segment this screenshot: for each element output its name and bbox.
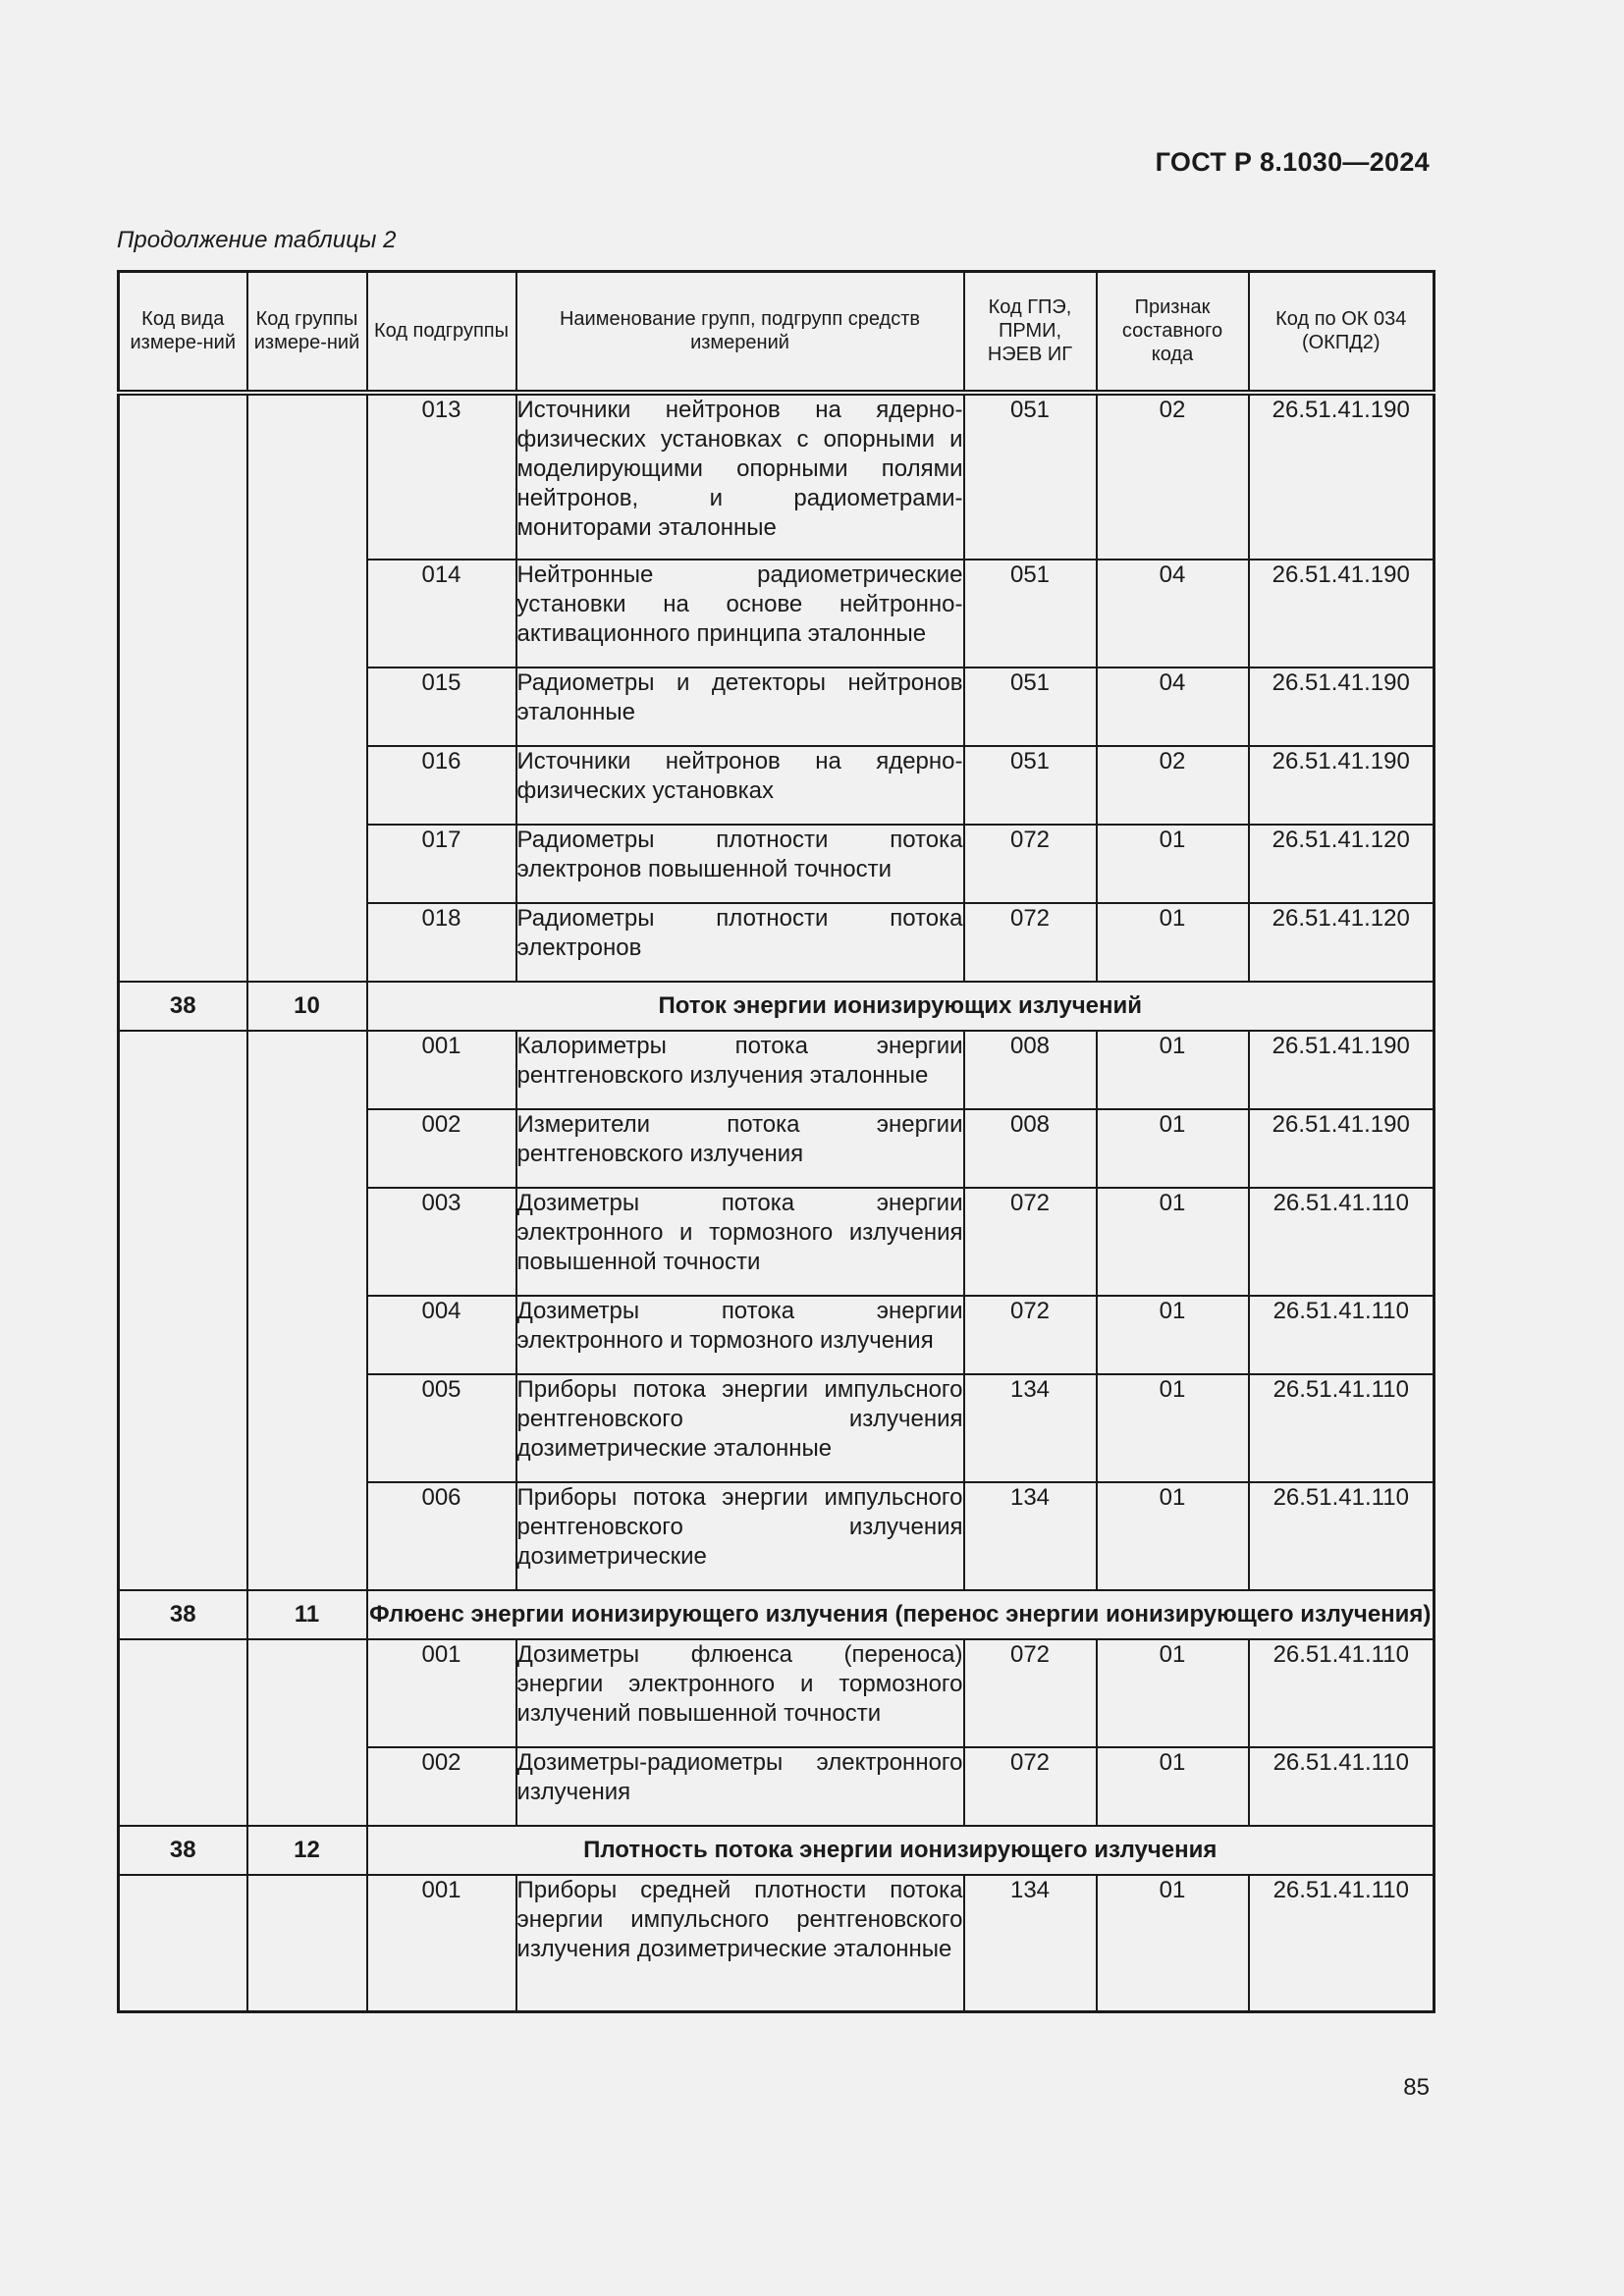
instrument-name: Дозиметры потока энергии электронного и тормозного излучения повышенной точности (516, 1188, 964, 1296)
okpd2-code: 26.51.41.190 (1249, 746, 1435, 825)
gpe-code: 051 (964, 393, 1097, 560)
table-row (119, 1031, 1435, 1109)
codes-table (117, 270, 1435, 2013)
subgroup-code: 013 (367, 393, 516, 560)
col-header-gpe: Код ГПЭ, ПРМИ, НЭЕВ ИГ (964, 272, 1097, 393)
group-cell-empty (247, 1031, 367, 1590)
composite-sign: 01 (1097, 1747, 1249, 1826)
instrument-name: Радиометры и детекторы нейтронов эталонные (516, 667, 964, 746)
col-header-kind: Код вида измере-ний (119, 272, 247, 393)
gpe-code: 008 (964, 1031, 1097, 1109)
composite-sign: 04 (1097, 560, 1249, 667)
composite-sign: 02 (1097, 746, 1249, 825)
document-id: ГОСТ Р 8.1030—2024 (1155, 147, 1430, 177)
okpd2-code: 26.51.41.190 (1249, 667, 1435, 746)
gpe-code: 051 (964, 560, 1097, 667)
group-header-row (119, 982, 1435, 1031)
gpe-code: 072 (964, 1188, 1097, 1296)
composite-sign: 01 (1097, 1482, 1249, 1590)
subgroup-code: 014 (367, 560, 516, 667)
group-kind-code: 38 (119, 1590, 247, 1639)
instrument-name: Радиометры плотности потока электронов повышенной точности (516, 825, 964, 903)
gpe-code: 072 (964, 903, 1097, 982)
subgroup-code: 018 (367, 903, 516, 982)
kind-cell-empty (119, 393, 247, 982)
gpe-code: 134 (964, 1482, 1097, 1590)
instrument-name: Дозиметры потока энергии электронного и тормозного излучения (516, 1296, 964, 1374)
subgroup-code: 002 (367, 1747, 516, 1826)
subgroup-code: 001 (367, 1639, 516, 1747)
instrument-name: Измерители потока энергии рентгеновского излучения (516, 1109, 964, 1188)
composite-sign: 01 (1097, 1188, 1249, 1296)
okpd2-code: 26.51.41.190 (1249, 1031, 1435, 1109)
instrument-name: Дозиметры-радиометры электронного излучения (516, 1747, 964, 1826)
instrument-name: Калориметры потока энергии рентгеновского излучения эталонные (516, 1031, 964, 1109)
kind-cell-empty (119, 1639, 247, 1826)
instrument-name: Дозиметры флюенса (переноса) энергии электронного и тормозного излучений повышенной точности (516, 1639, 964, 1747)
subgroup-code: 004 (367, 1296, 516, 1374)
composite-sign: 02 (1097, 393, 1249, 560)
col-header-subgroup: Код подгруппы (367, 272, 516, 393)
group-kind-code: 38 (119, 1826, 247, 1875)
subgroup-code: 001 (367, 1875, 516, 2012)
gpe-code: 134 (964, 1374, 1097, 1482)
subgroup-code: 015 (367, 667, 516, 746)
okpd2-code: 26.51.41.120 (1249, 825, 1435, 903)
gpe-code: 072 (964, 825, 1097, 903)
composite-sign: 01 (1097, 903, 1249, 982)
table-row (119, 393, 1435, 560)
group-cell-empty (247, 1639, 367, 1826)
table-row (119, 1639, 1435, 1747)
gpe-code: 134 (964, 1875, 1097, 2012)
col-header-okpd: Код по ОК 034 (ОКПД2) (1249, 272, 1435, 393)
instrument-name: Источники нейтронов на ядерно-физических установках с опорными и моделирующими опорными полями нейтронов, и радиометрами-мониторами эталонные (516, 393, 964, 560)
instrument-name: Приборы средней плотности потока энергии импульсного рентгеновского излучения дозиметрические эталонные (516, 1875, 964, 2012)
group-code: 11 (247, 1590, 367, 1639)
group-cell-empty (247, 1875, 367, 2012)
okpd2-code: 26.51.41.120 (1249, 903, 1435, 982)
group-title: Флюенс энергии ионизирующего излучения (перенос энергии ионизирующего излучения) (367, 1590, 1435, 1639)
page-number: 85 (1403, 2074, 1430, 2101)
composite-sign: 04 (1097, 667, 1249, 746)
subgroup-code: 002 (367, 1109, 516, 1188)
subgroup-code: 003 (367, 1188, 516, 1296)
okpd2-code: 26.51.41.110 (1249, 1296, 1435, 1374)
instrument-name: Приборы потока энергии импульсного рентгеновского излучения дозиметрические (516, 1482, 964, 1590)
composite-sign: 01 (1097, 1109, 1249, 1188)
table-row (119, 1875, 1435, 2012)
instrument-name: Радиометры плотности потока электронов (516, 903, 964, 982)
gpe-code: 072 (964, 1747, 1097, 1826)
subgroup-code: 016 (367, 746, 516, 825)
composite-sign: 01 (1097, 825, 1249, 903)
instrument-name: Источники нейтронов на ядерно-физических установках (516, 746, 964, 825)
group-cell-empty (247, 393, 367, 982)
okpd2-code: 26.51.41.110 (1249, 1747, 1435, 1826)
group-header-row (119, 1826, 1435, 1875)
col-header-name: Наименование групп, подгрупп средств измерений (516, 272, 964, 393)
composite-sign: 01 (1097, 1639, 1249, 1747)
subgroup-code: 001 (367, 1031, 516, 1109)
group-code: 10 (247, 982, 367, 1031)
okpd2-code: 26.51.41.190 (1249, 1109, 1435, 1188)
instrument-name: Нейтронные радиометрические установки на основе нейтронно-активационного принципа эталонные (516, 560, 964, 667)
subgroup-code: 017 (367, 825, 516, 903)
composite-sign: 01 (1097, 1875, 1249, 2012)
okpd2-code: 26.51.41.110 (1249, 1482, 1435, 1590)
okpd2-code: 26.51.41.110 (1249, 1875, 1435, 2012)
okpd2-code: 26.51.41.190 (1249, 560, 1435, 667)
kind-cell-empty (119, 1875, 247, 2012)
group-header-row (119, 1590, 1435, 1639)
group-title: Поток энергии ионизирующих излучений (367, 982, 1435, 1031)
group-title: Плотность потока энергии ионизирующего излучения (367, 1826, 1435, 1875)
table-header-row (119, 272, 1435, 393)
group-kind-code: 38 (119, 982, 247, 1031)
okpd2-code: 26.51.41.190 (1249, 393, 1435, 560)
okpd2-code: 26.51.41.110 (1249, 1188, 1435, 1296)
gpe-code: 072 (964, 1296, 1097, 1374)
composite-sign: 01 (1097, 1374, 1249, 1482)
table-body (119, 393, 1435, 2012)
subgroup-code: 006 (367, 1482, 516, 1590)
subgroup-code: 005 (367, 1374, 516, 1482)
okpd2-code: 26.51.41.110 (1249, 1374, 1435, 1482)
gpe-code: 051 (964, 667, 1097, 746)
gpe-code: 051 (964, 746, 1097, 825)
col-header-sign: Признак составного кода (1097, 272, 1249, 393)
kind-cell-empty (119, 1031, 247, 1590)
instrument-name: Приборы потока энергии импульсного рентгеновского излучения дозиметрические эталонные (516, 1374, 964, 1482)
table-caption: Продолжение таблицы 2 (117, 227, 397, 253)
okpd2-code: 26.51.41.110 (1249, 1639, 1435, 1747)
gpe-code: 008 (964, 1109, 1097, 1188)
gpe-code: 072 (964, 1639, 1097, 1747)
group-code: 12 (247, 1826, 367, 1875)
col-header-group: Код группы измере-ний (247, 272, 367, 393)
composite-sign: 01 (1097, 1031, 1249, 1109)
composite-sign: 01 (1097, 1296, 1249, 1374)
